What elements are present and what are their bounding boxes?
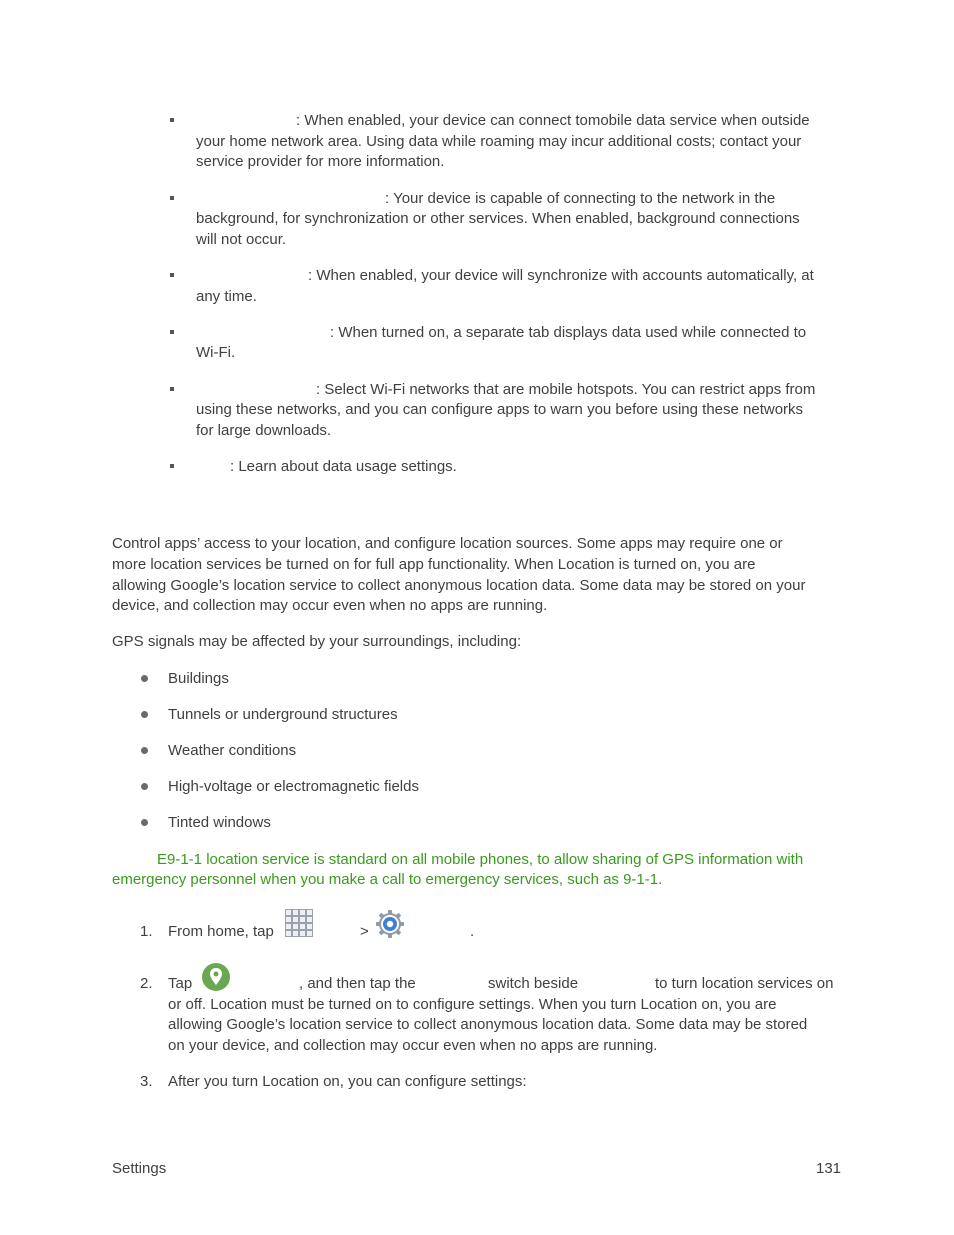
- option-text: Wi-Fi.: [196, 344, 236, 361]
- list-item: Tinted windows: [168, 814, 271, 831]
- apps-grid-icon: [285, 909, 313, 937]
- note-line: emergency personnel when you make a call to emergency services, such as 9-1-1.: [112, 871, 663, 888]
- apps-grid-cell: [292, 916, 299, 923]
- step-text: to turn location services on: [655, 975, 834, 992]
- apps-grid-cell: [306, 923, 313, 930]
- step-number: 2.: [140, 975, 153, 992]
- option-text: for large downloads.: [196, 422, 332, 439]
- option-text: : Select Wi-Fi networks that are mobile hotspots. You can restrict apps from: [316, 381, 816, 398]
- bullet-dot: [141, 711, 148, 718]
- apps-grid-cell: [299, 923, 306, 930]
- apps-grid-cell: [285, 916, 292, 923]
- intro-line: Control apps’ access to your location, and configure location sources. Some apps may require one or: [112, 535, 783, 552]
- gps-intro: GPS signals may be affected by your surroundings, including:: [112, 633, 522, 650]
- apps-grid-cell: [299, 930, 306, 937]
- apps-grid-cell: [292, 930, 299, 937]
- bullet-marker: [170, 387, 174, 391]
- step-separator: >: [360, 923, 369, 940]
- step-text: allowing Google’s location service to collect anonymous location data. Some data may be stored: [168, 1016, 808, 1033]
- step-end: .: [470, 923, 475, 940]
- apps-grid-cell: [292, 909, 299, 916]
- step-text: on your device, and collection may occur even when no apps are running.: [168, 1037, 658, 1054]
- apps-grid-cell: [285, 909, 292, 916]
- apps-grid-cell: [299, 909, 306, 916]
- bullet-dot: [141, 783, 148, 790]
- apps-grid-cell: [292, 923, 299, 930]
- bullet-marker: [170, 196, 174, 200]
- bullet-marker: [170, 330, 174, 334]
- option-text: will not occur.: [196, 231, 287, 248]
- apps-grid-cell: [299, 916, 306, 923]
- bullet-marker: [170, 273, 174, 277]
- location-pin-icon: [201, 962, 231, 992]
- step-text: switch beside: [488, 975, 579, 992]
- step-text: Tap: [168, 975, 193, 992]
- option-text: : Learn about data usage settings.: [230, 458, 457, 475]
- option-text: any time.: [196, 288, 257, 305]
- step-text: or off. Location must be turned on to configure settings. When you turn Location on, you are: [168, 996, 777, 1013]
- apps-grid-cell: [306, 930, 313, 937]
- list-item: Weather conditions: [168, 742, 297, 759]
- option-text: background, for synchronization or other services. When enabled, background connections: [196, 210, 800, 227]
- intro-line: device, and collection may occur even when no apps are running.: [112, 597, 548, 614]
- list-item: Tunnels or underground structures: [168, 706, 398, 723]
- apps-grid-cell: [306, 916, 313, 923]
- step-number: 1.: [140, 923, 153, 940]
- list-item: Buildings: [168, 670, 229, 687]
- option-text: : When enabled, your device can connect tomobile data service when outside: [296, 112, 810, 129]
- bullet-dot: [141, 747, 148, 754]
- list-item: High-voltage or electromagnetic fields: [168, 778, 419, 795]
- option-text: using these networks, and you can configure apps to warn you before using these networks: [196, 401, 804, 418]
- option-text: : Your device is capable of connecting to the network in the: [385, 190, 776, 207]
- step-number: 3.: [140, 1073, 153, 1090]
- apps-grid-cell: [285, 923, 292, 930]
- intro-line: allowing Google’s location service to collect anonymous location data. Some data may be stored on your: [112, 577, 806, 594]
- footer-section: Settings: [112, 1160, 167, 1177]
- bullet-dot: [141, 819, 148, 826]
- bullet-dot: [141, 675, 148, 682]
- bullet-marker: [170, 118, 174, 122]
- intro-line: more location services be turned on for full app functionality. When Location is turned on, you are: [112, 556, 756, 573]
- page-number: 131: [816, 1160, 842, 1177]
- settings-gear-icon: [375, 909, 405, 939]
- option-text: service provider for more information.: [196, 153, 445, 170]
- option-text: your home network area. Using data while roaming may incur additional costs; contact your: [196, 133, 802, 150]
- apps-grid-cell: [306, 909, 313, 916]
- bullet-marker: [170, 464, 174, 468]
- note-line: E9-1-1 location service is standard on all mobile phones, to allow sharing of GPS information with: [157, 851, 804, 868]
- step-text: From home, tap: [168, 923, 274, 940]
- step-text: , and then tap the: [299, 975, 416, 992]
- option-text: : When enabled, your device will synchronize with accounts automatically, at: [308, 267, 814, 284]
- option-text: : When turned on, a separate tab displays data used while connected to: [330, 324, 807, 341]
- step-text: After you turn Location on, you can configure settings:: [168, 1073, 527, 1090]
- apps-grid-cell: [285, 930, 292, 937]
